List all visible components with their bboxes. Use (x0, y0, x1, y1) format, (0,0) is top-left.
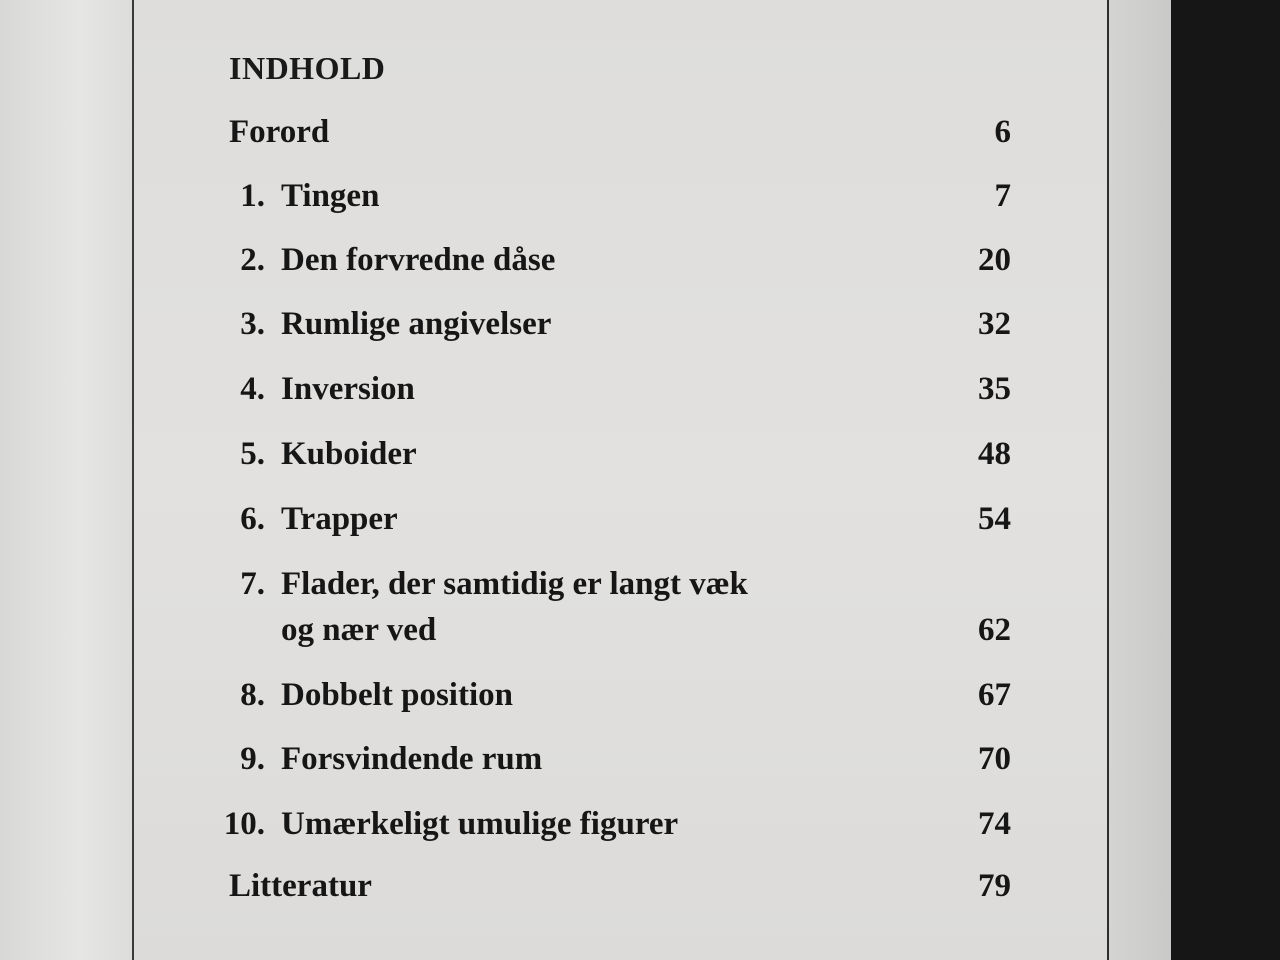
toc-entry-number: 3. (240, 306, 265, 342)
toc-entry-number: 9. (240, 741, 265, 777)
toc-entry-page: 32 (978, 306, 1011, 342)
toc-entry-title: Litteratur (229, 868, 372, 904)
toc-entry-title: Umærkeligt umulige figurer (281, 806, 679, 842)
toc-entry-4 (229, 371, 1011, 415)
toc-entry-page: 20 (978, 242, 1011, 278)
toc-entry-page: 54 (978, 501, 1011, 537)
toc-entry-page: 62 (978, 612, 1011, 648)
toc-entry-number: 8. (240, 677, 265, 713)
toc-entry-page: 7 (994, 178, 1011, 214)
toc-entry-title: Kuboider (281, 436, 417, 472)
toc-entry-number: 4. (240, 371, 265, 407)
toc-entry-title: Flader, der samtidig er langt væk (281, 566, 748, 602)
toc-entry-page: 6 (994, 114, 1011, 150)
toc-entry-10 (223, 806, 1011, 850)
toc-entry-page: 67 (978, 677, 1011, 713)
toc-entry-number: 6. (240, 501, 265, 537)
toc-entry-3 (229, 306, 1011, 350)
toc-entry-number: 5. (240, 436, 265, 472)
toc-entry-title: Forord (229, 114, 330, 150)
background-dark (1171, 0, 1280, 960)
toc-entry-number: 10. (223, 806, 265, 842)
toc-entry-7-continued (229, 612, 1011, 656)
toc-entry-2 (229, 242, 1011, 286)
toc-entry-number: 1. (240, 178, 265, 214)
toc-entry-title: Inversion (281, 371, 415, 407)
toc-entry-page: 74 (978, 806, 1011, 842)
toc-entry-8 (229, 677, 1011, 721)
toc-entry-title: Tingen (281, 178, 380, 214)
toc-entry-number: 2. (240, 242, 265, 278)
toc-entry-page: 70 (978, 741, 1011, 777)
toc-entry-title: Dobbelt position (281, 677, 513, 713)
toc-entry-1 (229, 178, 1011, 222)
page-title: INDHOLD (229, 50, 386, 86)
toc-entry-forord (229, 114, 1011, 158)
toc-entry-title-continued: og nær ved (281, 612, 437, 648)
adjacent-page-strip (1109, 0, 1171, 960)
toc-entry-9 (229, 741, 1011, 785)
toc-entry-title: Rumlige angivelser (281, 306, 552, 342)
toc-entry-5 (229, 436, 1011, 480)
toc-entry-6 (229, 501, 1011, 545)
toc-entry-number: 7. (240, 566, 265, 602)
toc-entry-litteratur (229, 868, 1011, 912)
left-page-margin (0, 0, 134, 960)
toc-entry-title: Den forvredne dåse (281, 242, 556, 278)
toc-entry-title: Trapper (281, 501, 398, 537)
toc-entry-page: 35 (978, 371, 1011, 407)
toc-entry-7 (229, 566, 1011, 610)
toc-entry-page: 79 (978, 868, 1011, 904)
toc-entry-title: Forsvindende rum (281, 741, 543, 777)
toc-entry-page: 48 (978, 436, 1011, 472)
